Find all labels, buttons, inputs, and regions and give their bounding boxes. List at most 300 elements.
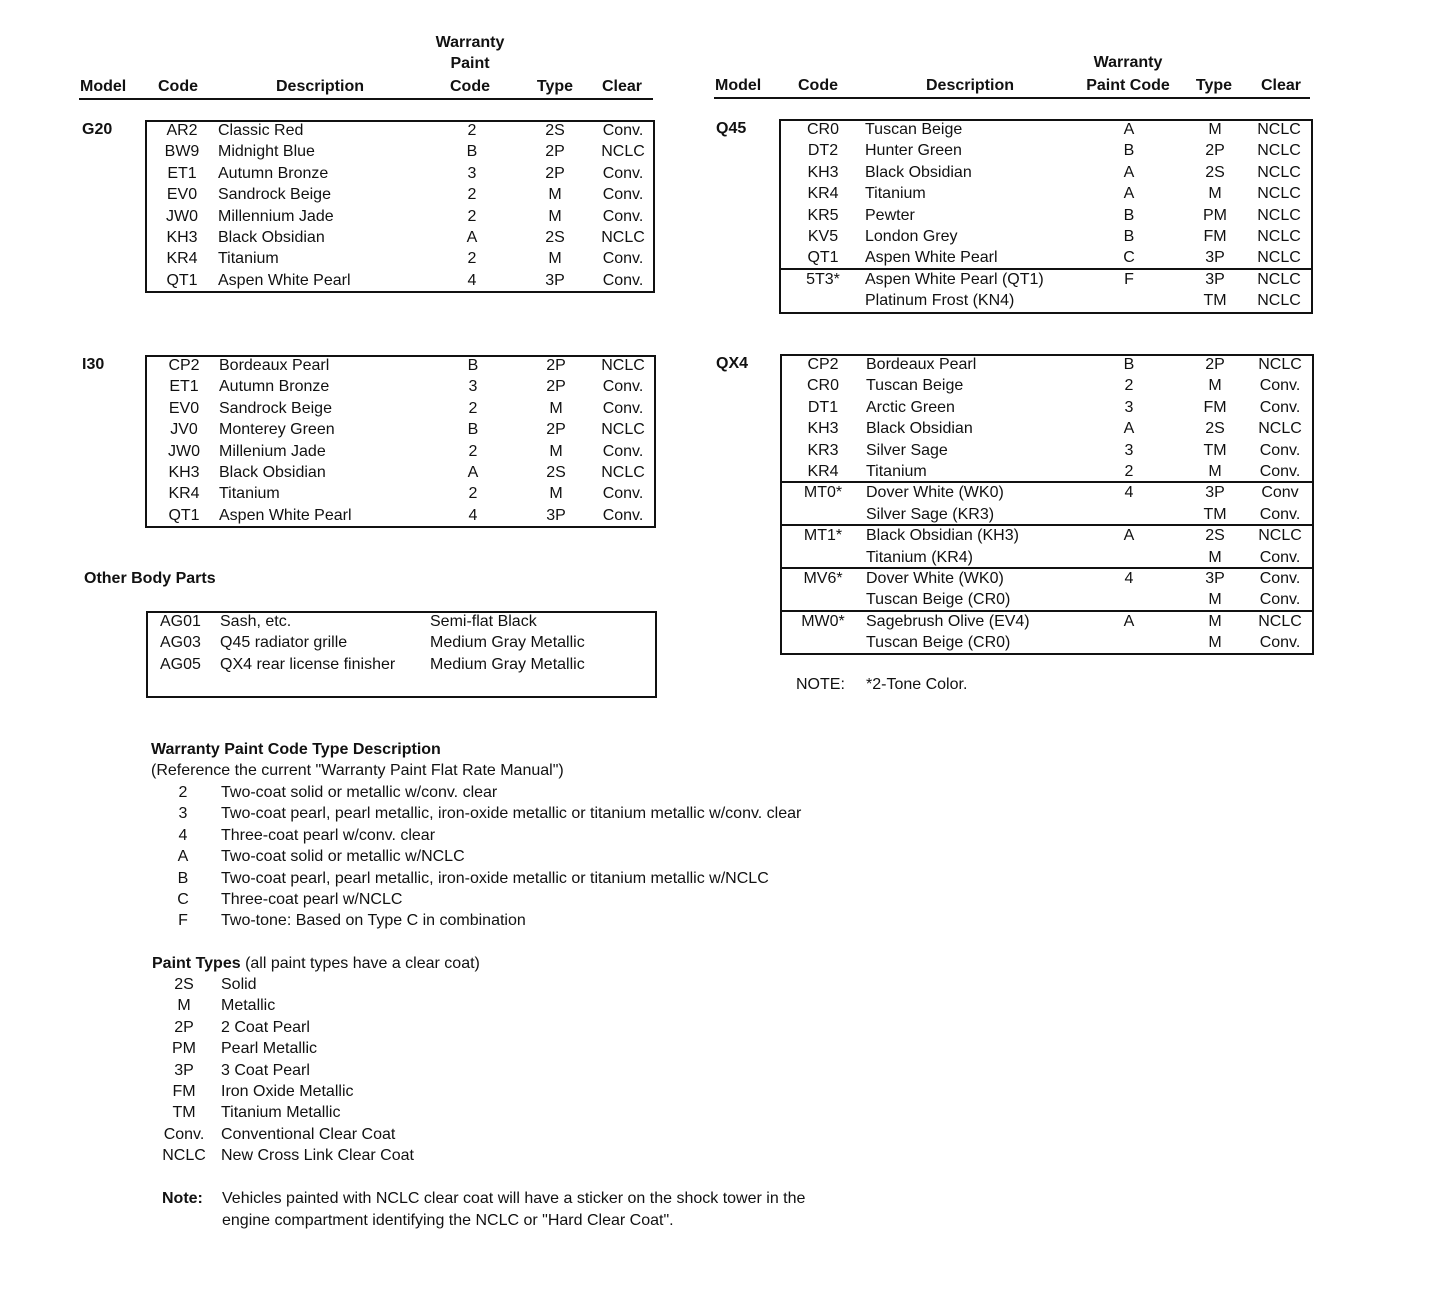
clear-coat: NCLC <box>1258 356 1302 373</box>
paint-type-value: Solid <box>221 976 257 993</box>
color-description: Autumn Bronze <box>219 378 330 396</box>
paint-type: 2S <box>545 229 565 246</box>
part-color: Semi-flat Black <box>430 613 537 630</box>
color-description: Aspen White Pearl (QT1) <box>865 270 1044 288</box>
warranty-code-value: Two-coat pearl, pearl metallic, iron-oxide metallic or titanium metallic w/conv. clear <box>221 805 802 823</box>
paint-code: ET1 <box>167 164 197 182</box>
table-row <box>782 440 1312 461</box>
color-description: Autumn Bronze <box>218 164 329 182</box>
warranty-code-item <box>0 803 900 824</box>
paint-type: M <box>1208 591 1222 609</box>
final-note-label: Note: <box>162 1190 203 1207</box>
clear-coat: NCLC <box>1257 142 1301 160</box>
clear-coat: NCLC <box>1257 270 1301 288</box>
color-description: Aspen White Pearl <box>218 271 351 289</box>
part-name: Sash, etc. <box>220 613 292 630</box>
paint-type: 2S <box>1205 420 1225 438</box>
clear-coat: Conv. <box>1259 463 1301 480</box>
paint-table-q45 <box>779 119 1313 314</box>
color-description: Black Obsidian <box>219 464 326 481</box>
table-row <box>782 547 1312 568</box>
paint-type-value: Iron Oxide Metallic <box>221 1083 354 1100</box>
color-description: Millennium Jade <box>218 207 334 225</box>
color-description: Aspen White Pearl <box>219 506 352 524</box>
other-body-parts-table <box>146 611 657 698</box>
color-description: Titanium <box>219 485 280 503</box>
table-row <box>782 397 1312 418</box>
paint-type: 2S <box>546 464 566 481</box>
clear-coat: NCLC <box>1257 228 1301 245</box>
color-description: Arctic Green <box>866 398 955 416</box>
paint-type: M <box>549 442 563 460</box>
warranty-code-item <box>0 910 900 931</box>
paint-type: 3P <box>1205 270 1225 288</box>
table-row <box>781 247 1311 268</box>
warranty-code-value: Two-coat solid or metallic w/conv. clear <box>221 784 498 801</box>
color-description: Monterey Green <box>219 421 335 439</box>
color-description: London Grey <box>865 228 958 245</box>
header-clear: Clear <box>1260 77 1302 94</box>
paint-code: CR0 <box>806 377 839 395</box>
header-model: Model <box>80 78 127 95</box>
paint-type-key: M <box>177 997 191 1015</box>
warranty-paint-code: A <box>1123 163 1135 181</box>
paint-type-value: 3 Coat Pearl <box>221 1061 310 1079</box>
paint-code: 5T3* <box>806 270 840 288</box>
table-row <box>782 418 1312 439</box>
header-warranty-line1: Warranty <box>1093 54 1163 71</box>
warranty-paint-code: A <box>467 464 479 481</box>
warranty-paint-code: 3 <box>1124 398 1134 416</box>
paint-code: DT2 <box>807 142 839 160</box>
other-body-parts-title: Other Body Parts <box>84 570 216 587</box>
paint-type: 2P <box>1205 142 1225 160</box>
paint-type: M <box>1208 612 1222 630</box>
part-color: Medium Gray Metallic <box>430 634 585 652</box>
paint-code: KR5 <box>807 206 839 224</box>
warranty-code-item <box>0 782 900 803</box>
paint-type-value: Titanium Metallic <box>221 1104 341 1122</box>
table-row <box>782 525 1312 546</box>
paint-type: M <box>1208 634 1222 652</box>
warranty-paint-code: 4 <box>468 506 478 524</box>
paint-type: FM <box>1203 228 1227 245</box>
paint-code: KR4 <box>166 250 198 268</box>
color-description: Dover White (WK0) <box>866 570 1004 587</box>
table-row <box>781 119 1311 140</box>
paint-code: KH3 <box>807 420 839 438</box>
clear-coat: NCLC <box>1257 249 1301 267</box>
clear-coat: Conv. <box>602 378 644 396</box>
warranty-paint-code: 2 <box>1124 463 1134 480</box>
clear-coat: Conv. <box>1259 398 1301 416</box>
warranty-paint-code: B <box>467 357 479 374</box>
paint-code: QT1 <box>168 506 200 524</box>
clear-coat: Conv. <box>1259 634 1301 652</box>
paint-type: M <box>1208 548 1222 566</box>
paint-code: DT1 <box>807 398 839 416</box>
paint-types-title-bold: Paint Types <box>152 955 241 972</box>
warranty-paint-code: 2 <box>467 186 477 204</box>
paint-type: M <box>548 186 562 204</box>
warranty-code-item <box>0 889 900 910</box>
paint-code: KH3 <box>168 464 200 481</box>
color-description: Millenium Jade <box>219 442 326 460</box>
paint-type-item <box>0 1124 900 1145</box>
warranty-paint-code: 3 <box>468 378 478 396</box>
warranty-paint-code: 2 <box>468 399 478 417</box>
table-row <box>781 183 1311 204</box>
part-name: QX4 rear license finisher <box>220 655 396 673</box>
clear-coat: Conv. <box>602 506 644 524</box>
clear-coat: NCLC <box>1257 206 1301 224</box>
warranty-paint-code: 3 <box>467 164 477 182</box>
paint-type-key: 3P <box>174 1061 194 1079</box>
color-description: Pewter <box>865 206 915 224</box>
paint-type: 2P <box>546 357 566 374</box>
table-row <box>781 269 1311 290</box>
paint-type-key: FM <box>172 1083 196 1100</box>
clear-coat: NCLC <box>601 357 645 374</box>
warranty-code-key: 2 <box>178 784 188 801</box>
paint-code: AR2 <box>166 122 198 139</box>
color-description: Sagebrush Olive (EV4) <box>866 612 1030 630</box>
table-row <box>148 654 655 675</box>
warranty-paint-code: B <box>1123 356 1135 373</box>
warranty-paint-code: B <box>1123 142 1135 160</box>
clear-coat: NCLC <box>601 421 645 439</box>
paint-type-value: Metallic <box>221 997 276 1015</box>
header-clear: Clear <box>601 78 643 95</box>
warranty-legend-title: Warranty Paint Code Type Description <box>151 741 441 758</box>
paint-table-qx4 <box>780 354 1314 655</box>
paint-type-item <box>0 995 900 1016</box>
paint-type-value: Pearl Metallic <box>221 1040 318 1058</box>
table-row <box>147 419 654 440</box>
warranty-code-value: Two-coat solid or metallic w/NCLC <box>221 848 465 866</box>
paint-code: ET1 <box>169 378 199 396</box>
table-row <box>782 611 1312 632</box>
model-label-i30: I30 <box>82 356 105 373</box>
paint-type: 2S <box>1205 527 1225 545</box>
table-row <box>147 462 654 483</box>
part-name: Q45 radiator grille <box>220 634 348 652</box>
color-description: Tuscan Beige (CR0) <box>866 634 1011 652</box>
paint-code: JW0 <box>168 442 200 460</box>
clear-coat: Conv. <box>602 164 644 182</box>
table-row <box>781 140 1311 161</box>
color-description: Sandrock Beige <box>219 399 332 417</box>
paint-type: TM <box>1203 505 1227 523</box>
warranty-paint-code: A <box>1123 420 1135 438</box>
warranty-paint-code: 2 <box>467 122 477 139</box>
clear-coat: NCLC <box>1258 527 1302 545</box>
paint-type: 3P <box>1205 249 1225 267</box>
paint-type-item <box>0 1017 900 1038</box>
warranty-paint-code: B <box>466 143 478 161</box>
final-note-line-2: engine compartment identifying the NCLC or "Hard Clear Coat". <box>222 1212 674 1229</box>
paint-type: 2S <box>1205 163 1225 181</box>
clear-coat: Conv. <box>1259 591 1301 609</box>
table-row <box>782 461 1312 482</box>
paint-code: KR4 <box>807 463 839 480</box>
model-label-q45: Q45 <box>716 120 747 137</box>
color-description: Platinum Frost (KN4) <box>865 292 1015 310</box>
warranty-code-value: Three-coat pearl w/conv. clear <box>221 826 436 844</box>
warranty-paint-code: A <box>1123 121 1135 138</box>
clear-coat: NCLC <box>601 464 645 481</box>
color-description: Sandrock Beige <box>218 186 331 204</box>
paint-types-title-rest: (all paint types have a clear coat) <box>245 955 480 972</box>
paint-code: EV0 <box>168 399 200 417</box>
paint-type-key: NCLC <box>162 1147 206 1165</box>
paint-type: 3P <box>546 506 566 524</box>
color-description: Bordeaux Pearl <box>866 356 977 373</box>
clear-coat: NCLC <box>1257 121 1301 138</box>
clear-coat: Conv. <box>602 186 644 204</box>
color-description: Hunter Green <box>865 142 962 160</box>
table-row <box>147 441 654 462</box>
color-description: Silver Sage (KR3) <box>866 505 995 523</box>
warranty-paint-code: 2 <box>1124 377 1134 395</box>
header-description: Description <box>275 78 364 95</box>
paint-type-key: PM <box>172 1040 196 1058</box>
table-row <box>781 162 1311 183</box>
header-description: Description <box>925 77 1014 94</box>
clear-coat: Conv. <box>602 207 644 225</box>
header-code: Code <box>158 78 198 95</box>
header-type: Type <box>536 78 574 95</box>
paint-type: 3P <box>545 271 565 289</box>
warranty-code-key: C <box>177 891 189 908</box>
header-warranty-line1: Warranty <box>435 34 505 51</box>
warranty-paint-code: 3 <box>1124 441 1134 459</box>
paint-type: 3P <box>1205 484 1225 502</box>
warranty-code-key: F <box>178 912 188 930</box>
color-description: Tuscan Beige <box>866 377 964 395</box>
color-description: Silver Sage <box>866 441 948 459</box>
paint-code: KR4 <box>168 485 200 503</box>
table-row <box>782 375 1312 396</box>
paint-table-i30 <box>145 355 656 528</box>
warranty-paint-code: C <box>1123 249 1135 267</box>
paint-type: 2P <box>546 421 566 439</box>
header-warranty-line2: Paint Code <box>1086 77 1170 94</box>
model-label-g20: G20 <box>82 121 113 138</box>
clear-coat: NCLC <box>1257 185 1301 203</box>
paint-code: CP2 <box>807 356 839 373</box>
table-row <box>147 398 654 419</box>
table-row <box>147 248 653 269</box>
paint-type: TM <box>1203 441 1227 459</box>
paint-type-item <box>0 1038 900 1059</box>
warranty-paint-code: 2 <box>467 207 477 225</box>
model-label-qx4: QX4 <box>716 355 749 372</box>
paint-code: MW0* <box>801 612 845 630</box>
paint-type: M <box>548 250 562 268</box>
warranty-code-item <box>0 825 900 846</box>
paint-code: BW9 <box>164 143 200 161</box>
paint-type-item <box>0 974 900 995</box>
part-color: Medium Gray Metallic <box>430 655 585 673</box>
paint-type-key: 2S <box>174 976 194 993</box>
table-row <box>148 611 655 632</box>
warranty-paint-code: B <box>467 421 479 439</box>
warranty-code-value: Two-coat pearl, pearl metallic, iron-oxide metallic or titanium metallic w/NCLC <box>221 869 769 887</box>
paint-table-g20 <box>145 120 655 293</box>
warranty-paint-code: A <box>1123 612 1135 630</box>
paint-code: KH3 <box>807 163 839 181</box>
clear-coat: Conv. <box>1259 441 1301 459</box>
paint-type: 3P <box>1205 570 1225 587</box>
paint-types-title <box>152 953 480 974</box>
paint-type: FM <box>1203 398 1227 416</box>
warranty-paint-code: 4 <box>467 271 477 289</box>
color-description: Dover White (WK0) <box>866 484 1004 502</box>
table-row <box>781 290 1311 311</box>
paint-type: 2P <box>545 164 565 182</box>
color-description: Titanium <box>866 463 927 480</box>
paint-code: MV6* <box>803 570 843 587</box>
paint-type-key: Conv. <box>163 1125 205 1143</box>
paint-type-value: New Cross Link Clear Coat <box>221 1147 414 1165</box>
clear-coat: Conv. <box>602 485 644 503</box>
paint-type: M <box>549 485 563 503</box>
warranty-paint-code: 4 <box>1124 570 1134 587</box>
paint-type: 2P <box>546 378 566 396</box>
paint-type: M <box>1208 121 1222 138</box>
paint-type: PM <box>1203 206 1227 224</box>
color-description: Aspen White Pearl <box>865 249 998 267</box>
paint-code: JW0 <box>166 207 198 225</box>
color-description: Black Obsidian <box>866 420 973 438</box>
warranty-code-key: 3 <box>178 805 188 823</box>
paint-type: M <box>548 207 562 225</box>
clear-coat: Conv. <box>1259 570 1301 587</box>
color-description: Black Obsidian (KH3) <box>866 527 1019 545</box>
table-row <box>147 483 654 504</box>
header-rule-right <box>714 97 1310 99</box>
color-description: Titanium (KR4) <box>866 548 973 566</box>
warranty-paint-code: 2 <box>467 250 477 268</box>
table-row <box>782 504 1312 525</box>
paint-type: M <box>549 399 563 417</box>
paint-code: KR3 <box>807 441 839 459</box>
table-row <box>147 355 654 376</box>
color-description: Black Obsidian <box>218 229 325 246</box>
paint-code: KH3 <box>166 229 198 246</box>
paint-type: 2P <box>1205 356 1225 373</box>
color-description: Black Obsidian <box>865 163 972 181</box>
warranty-paint-code: B <box>1123 206 1135 224</box>
table-row <box>147 270 653 291</box>
clear-coat: Conv. <box>1259 505 1301 523</box>
paint-type: 2P <box>545 143 565 161</box>
clear-coat: Conv. <box>602 399 644 417</box>
header-model: Model <box>715 77 762 94</box>
table-row <box>147 163 653 184</box>
two-tone-note-text: *2-Tone Color. <box>866 676 968 693</box>
paint-type-key: 2P <box>174 1018 194 1036</box>
warranty-code-value: Two-tone: Based on Type C in combination <box>221 912 526 930</box>
color-description: Titanium <box>218 250 279 268</box>
clear-coat: Conv. <box>602 250 644 268</box>
table-row <box>782 482 1312 503</box>
paint-code: CP2 <box>168 357 200 374</box>
table-row <box>147 505 654 526</box>
warranty-paint-code: F <box>1124 270 1134 288</box>
table-row <box>147 227 653 248</box>
warranty-code-value: Three-coat pearl w/NCLC <box>221 891 403 908</box>
color-description: Midnight Blue <box>218 143 315 161</box>
paint-type: M <box>1208 185 1222 203</box>
table-row <box>782 354 1312 375</box>
part-code: AG05 <box>160 655 201 673</box>
paint-code: QT1 <box>166 271 198 289</box>
table-row <box>147 206 653 227</box>
clear-coat: NCLC <box>1258 420 1302 438</box>
paint-code: KV5 <box>807 228 839 245</box>
part-code: AG03 <box>160 634 201 652</box>
clear-coat: NCLC <box>1257 292 1301 310</box>
warranty-paint-code: 2 <box>468 442 478 460</box>
paint-type-item <box>0 1102 900 1123</box>
header-type: Type <box>1195 77 1233 94</box>
paint-type: M <box>1208 463 1222 480</box>
table-row <box>147 120 653 141</box>
color-description: Bordeaux Pearl <box>219 357 330 374</box>
paint-type-item <box>0 1081 900 1102</box>
clear-coat: Conv <box>1261 484 1299 502</box>
warranty-code-key: A <box>177 848 189 866</box>
table-row <box>147 141 653 162</box>
header-rule-left <box>79 98 653 100</box>
warranty-code-key: 4 <box>178 826 188 844</box>
paint-code: CR0 <box>806 121 839 138</box>
table-row <box>782 589 1312 610</box>
header-warranty-line3: Code <box>450 78 490 95</box>
table-row <box>782 568 1312 589</box>
clear-coat: NCLC <box>601 143 645 161</box>
clear-coat: Conv. <box>602 122 644 139</box>
clear-coat: Conv. <box>602 271 644 289</box>
table-row <box>148 632 655 653</box>
color-description: Classic Red <box>218 122 304 139</box>
warranty-code-item <box>0 846 900 867</box>
warranty-code-item <box>0 868 900 889</box>
paint-type-key: TM <box>172 1104 196 1122</box>
paint-code: EV0 <box>166 186 198 204</box>
paint-type: 2S <box>545 122 565 139</box>
warranty-paint-code: B <box>1123 228 1135 245</box>
paint-code: MT1* <box>803 527 843 545</box>
table-row <box>781 205 1311 226</box>
warranty-paint-code: A <box>1123 185 1135 203</box>
warranty-paint-code: 2 <box>468 485 478 503</box>
table-row <box>147 376 654 397</box>
clear-coat: Conv. <box>1259 377 1301 395</box>
color-description: Titanium <box>865 185 926 203</box>
table-row <box>781 226 1311 247</box>
header-warranty-line2: Paint <box>450 55 490 72</box>
paint-type-value: Conventional Clear Coat <box>221 1125 396 1143</box>
table-row <box>782 632 1312 653</box>
clear-coat: Conv. <box>1259 548 1301 566</box>
paint-code: QT1 <box>807 249 839 267</box>
paint-code: KR4 <box>807 185 839 203</box>
table-row <box>147 184 653 205</box>
paint-code: MT0* <box>803 484 843 502</box>
